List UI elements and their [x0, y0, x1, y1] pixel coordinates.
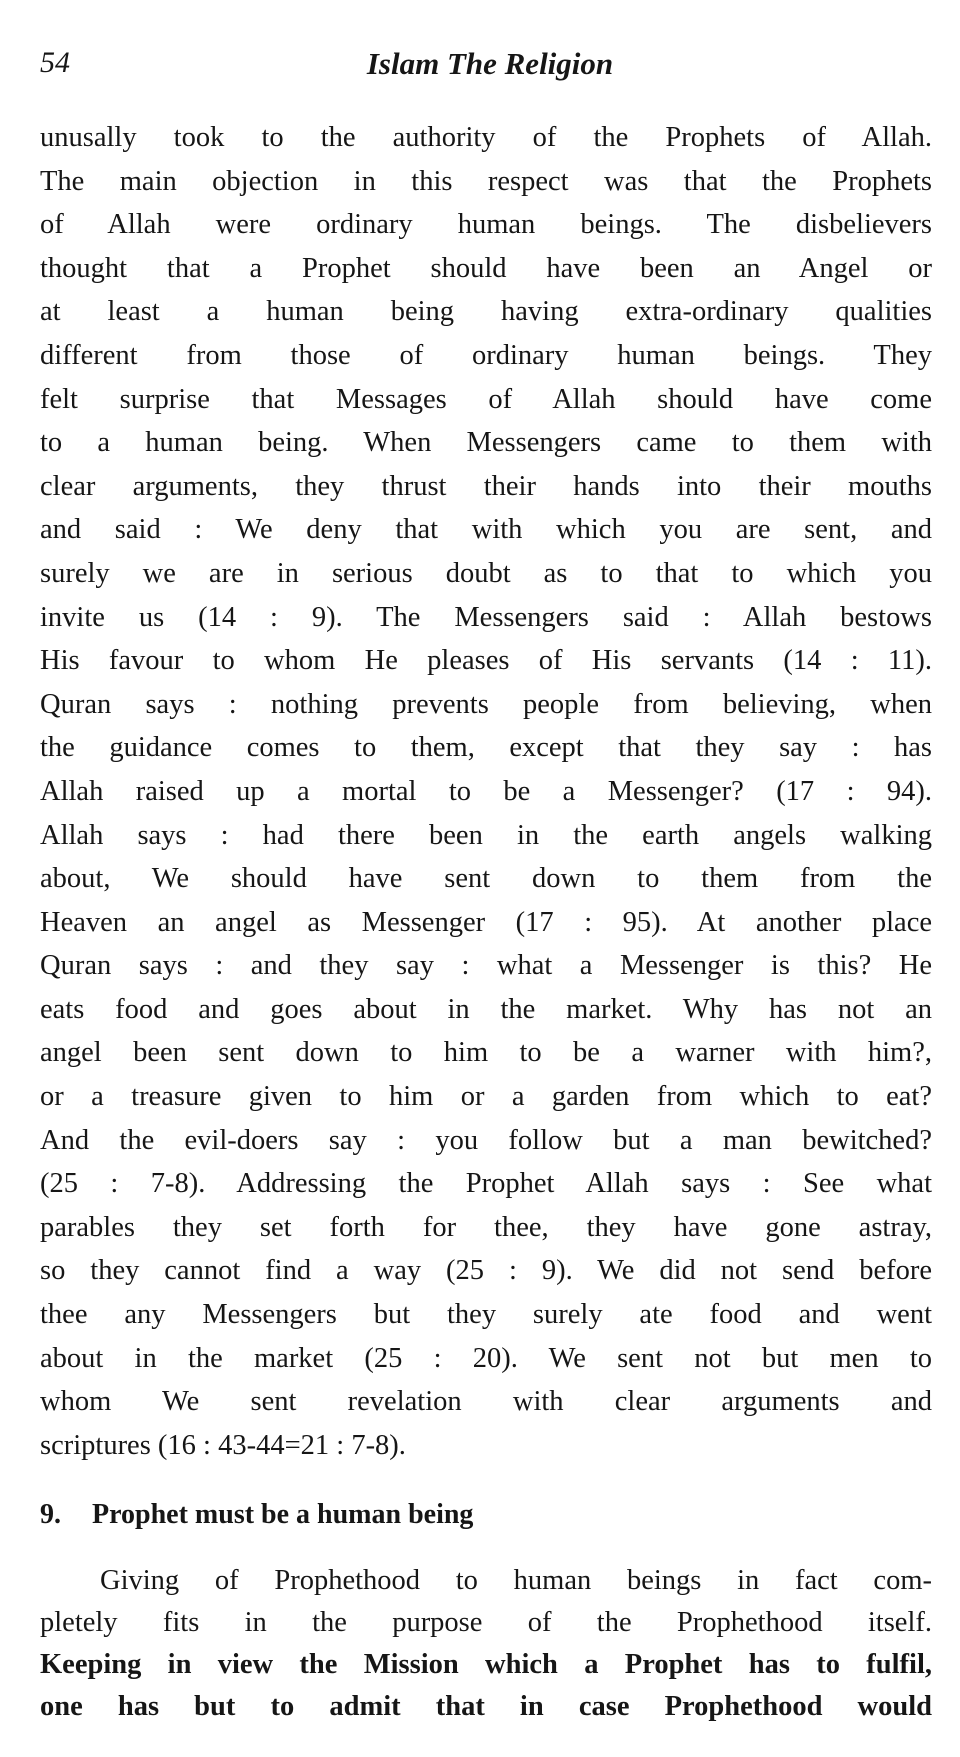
paragraph-1 [40, 116, 932, 1467]
paragraph-2 [40, 1560, 932, 1728]
text-line: clear arguments, they thrust their hands into their mouths [40, 470, 932, 502]
text-line: surely we are in serious doubt as to that to which you [40, 557, 932, 589]
text-line: at least a human being having extra-ordinary qualities [40, 296, 932, 328]
text-line: angel been sent down to him to be a warner with him?, [40, 1037, 932, 1069]
section-number: 9. [40, 1499, 61, 1530]
text-line: Heaven an angel as Messenger (17 : 95). At another place [40, 906, 932, 938]
text-line: of Allah were ordinary human beings. The disbelievers [40, 209, 932, 241]
text-line: so they cannot find a way (25 : 9). We did not send before [40, 1255, 932, 1287]
text-line: eats food and goes about in the market. Why has not an [40, 993, 932, 1025]
text-line: His favour to whom He pleases of His servants (14 : 11). [40, 645, 932, 677]
page-header [40, 46, 940, 94]
text-line: about, We should have sent down to them from the [40, 863, 932, 895]
text-line: one has but to admit that in case Prophethood would [40, 1691, 932, 1722]
text-line: Allah raised up a mortal to be a Messenger? (17 : 94). [40, 775, 932, 807]
section-title: Prophet must be a human being [92, 1499, 474, 1530]
text-line: unusally took to the authority of the Prophets of Allah. [40, 122, 932, 153]
text-line: or a treasure given to him or a garden from which to eat? [40, 1081, 932, 1113]
text-line: invite us (14 : 9). The Messengers said : Allah bestows [40, 601, 932, 633]
text-line: the guidance comes to them, except that they say : has [40, 732, 932, 764]
text-line: whom We sent revelation with clear arguments and [40, 1386, 932, 1418]
text-line: Quran says : and they say : what a Messenger is this? He [40, 950, 932, 982]
text-line: and said : We deny that with which you are sent, and [40, 514, 932, 546]
text-line: different from those of ordinary human beings. They [40, 339, 932, 371]
text-line: thee any Messengers but they surely ate food and went [40, 1299, 932, 1331]
text-line: (25 : 7-8). Addressing the Prophet Allah says : See what [40, 1168, 932, 1200]
text-line: felt surprise that Messages of Allah should have come [40, 383, 932, 415]
text-line: And the evil-doers say : you follow but a man bewitched? [40, 1124, 932, 1156]
text-line: The main objection in this respect was that the Prophets [40, 165, 932, 197]
text-line: to a human being. When Messengers came to them with [40, 427, 932, 459]
text-line: Giving of Prophethood to human beings in fact com- [100, 1565, 932, 1596]
running-title: Islam The Religion [366, 46, 614, 81]
text-line: thought that a Prophet should have been an Angel or [40, 252, 932, 284]
text-line: parables they set forth for thee, they have gone astray, [40, 1211, 932, 1243]
text-line: Quran says : nothing prevents people from believing, when [40, 688, 932, 720]
text-line: Keeping in view the Mission which a Prophet has to fulfil, [40, 1649, 932, 1680]
text-line: pletely fits in the purpose of the Prophethood itself. [40, 1607, 932, 1638]
section-heading [40, 1493, 473, 1537]
text-line: scriptures (16 : 43-44=21 : 7-8). [40, 1429, 406, 1461]
text-line: Allah says : had there been in the earth angels walking [40, 819, 932, 851]
text-line: about in the market (25 : 20). We sent not but men to [40, 1342, 932, 1374]
page-number: 54 [40, 46, 70, 79]
